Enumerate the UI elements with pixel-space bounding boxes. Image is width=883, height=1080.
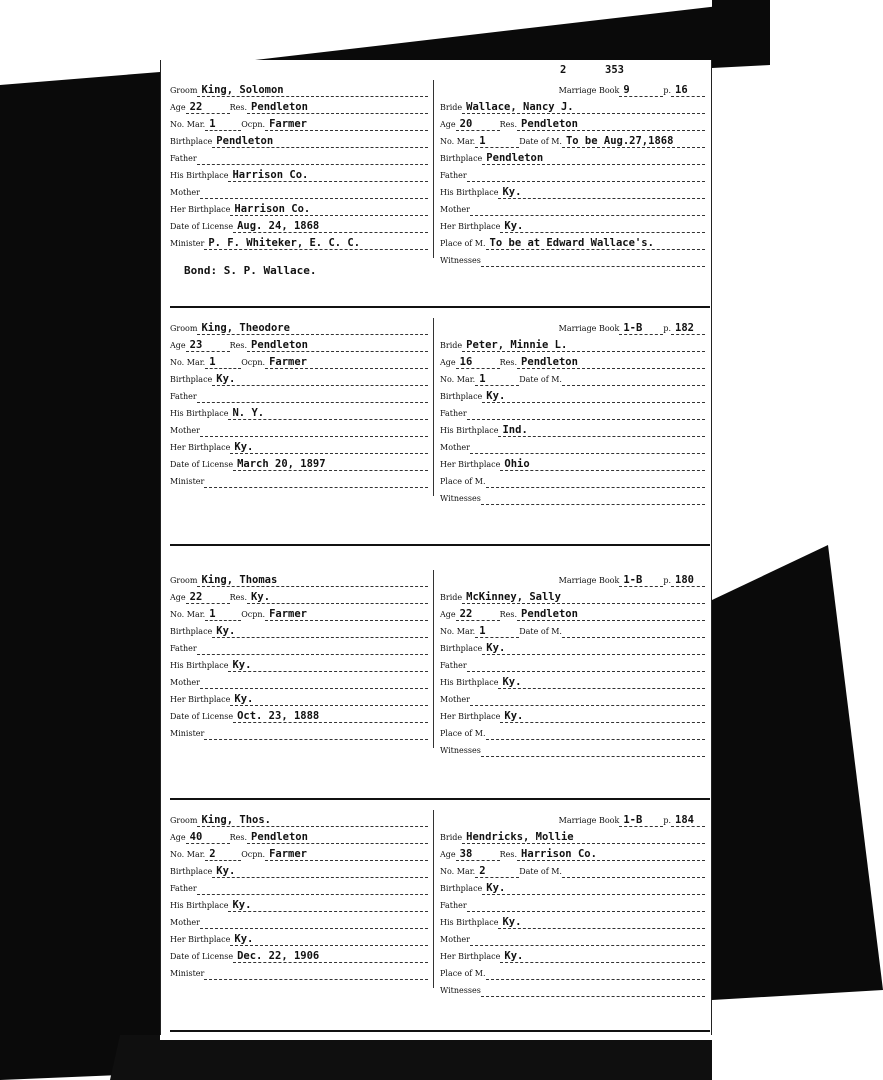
page-book-volume: 2 [560, 64, 567, 76]
father-row: Father [170, 878, 428, 895]
bride-mother-row: Mother [440, 929, 705, 946]
minister [204, 979, 428, 980]
bride-column [440, 318, 705, 505]
bride-age-res-row: Age 20 Res. Pendleton [440, 114, 705, 131]
witnesses-row: Witnesses [440, 980, 705, 997]
witnesses [481, 504, 705, 505]
bride-birthplace-row: Birthplace Ky. [440, 638, 705, 655]
bride-father-row: Father [440, 655, 705, 672]
bride-mother-row: Mother [440, 199, 705, 216]
her-birthplace-row: Her Birthplace Ky. [170, 929, 428, 946]
bride-his-birthplace-row: His Birthplace Ky. [440, 672, 705, 689]
marriage-book-row: Marriage Book 9 p. 16 [440, 80, 705, 97]
minister-row: Minister [170, 963, 428, 980]
bride-mother-row: Mother [440, 437, 705, 454]
mother-row: Mother [170, 912, 428, 929]
groom-occupation: Farmer [265, 848, 428, 861]
bride-birthplace: Ky. [482, 390, 705, 403]
bride-his-birthplace-row: His Birthplace Ky. [440, 182, 705, 199]
bride-birthplace: Ky. [482, 642, 705, 655]
her-birthplace-row: Her Birthplace Harrison Co. [170, 199, 428, 216]
place-of-m-row: Place of M. [440, 963, 705, 980]
page-left-border [160, 60, 161, 1035]
groom-birthplace: Ky. [212, 865, 428, 878]
mother-row: Mother [170, 420, 428, 437]
date-of-license: March 20, 1897 [233, 458, 428, 471]
age-res-row: Age 22 Res. Ky. [170, 587, 428, 604]
bride-birthplace-row: Birthplace Pendleton [440, 148, 705, 165]
bride-row: Bride McKinney, Sally [440, 587, 705, 604]
bride-birthplace-row: Birthplace Ky. [440, 386, 705, 403]
witnesses [481, 996, 705, 997]
bride-no-mar: 1 [475, 135, 519, 148]
groom-row: Groom King, Solomon [170, 80, 428, 97]
bride-age-res-row: Age 38 Res. Harrison Co. [440, 844, 705, 861]
his-birthplace-row: His Birthplace Harrison Co. [170, 165, 428, 182]
bride-father-row: Father [440, 895, 705, 912]
date-of-license: Aug. 24, 1868 [233, 220, 428, 233]
birthplace-row: Birthplace Ky. [170, 621, 428, 638]
minister: P. F. Whiteker, E. C. C. [204, 237, 428, 250]
bride-age: 22 [456, 608, 500, 621]
record-separator [170, 798, 710, 800]
groom-name: King, Thos. [197, 814, 428, 827]
groom-no-mar: 1 [205, 608, 241, 621]
bride-father-row: Father [440, 165, 705, 182]
record-divider [433, 570, 434, 748]
minister [204, 739, 428, 740]
groom-column [170, 318, 428, 488]
minister [204, 487, 428, 488]
bride-her-birthplace: Ky. [500, 950, 705, 963]
record-divider [433, 318, 434, 496]
place-of-m-row: Place of M. [440, 723, 705, 740]
bride-no-mar: 2 [475, 865, 519, 878]
record-separator [170, 306, 710, 308]
record-page [160, 60, 712, 1040]
her-birthplace-row: Her Birthplace Ky. [170, 437, 428, 454]
date-of-marriage: To be Aug.27,1868 [562, 135, 705, 148]
bride-age: 38 [456, 848, 500, 861]
bride-name: Hendricks, Mollie [462, 831, 705, 844]
bride-her-birthplace-row: Her Birthplace Ky. [440, 216, 705, 233]
bride-age-res-row: Age 16 Res. Pendleton [440, 352, 705, 369]
bride-residence: Pendleton [517, 608, 705, 621]
age-res-row: Age 22 Res. Pendleton [170, 97, 428, 114]
bride-residence: Pendleton [517, 356, 705, 369]
groom-row: Groom King, Thomas [170, 570, 428, 587]
bride-column [440, 80, 705, 267]
father-row: Father [170, 148, 428, 165]
bride-name: Peter, Minnie L. [462, 339, 705, 352]
groom-no-mar: 2 [205, 848, 241, 861]
mother-row: Mother [170, 182, 428, 199]
groom-name: King, Solomon [197, 84, 428, 97]
minister-row: Minister P. F. Whiteker, E. C. C. [170, 233, 428, 250]
bride-no-mar-row: No. Mar. 1 Date of M. To be Aug.27,1868 [440, 131, 705, 148]
groom-occupation: Farmer [265, 118, 428, 131]
mother-row: Mother [170, 672, 428, 689]
groom-residence: Pendleton [247, 101, 428, 114]
bride-column [440, 570, 705, 757]
marriage-book: 1-B [619, 574, 663, 587]
his-birthplace-row: His Birthplace Ky. [170, 895, 428, 912]
bride-age: 16 [456, 356, 500, 369]
bride-her-birthplace: Ohio [500, 458, 705, 471]
book-page: 16 [671, 84, 705, 97]
book-page: 182 [671, 322, 705, 335]
bride-no-mar: 1 [475, 373, 519, 386]
witnesses [481, 756, 705, 757]
bride-father-row: Father [440, 403, 705, 420]
bride-age-res-row: Age 22 Res. Pendleton [440, 604, 705, 621]
marriage-book: 1-B [619, 322, 663, 335]
minister-row: Minister [170, 723, 428, 740]
bride-residence: Harrison Co. [517, 848, 705, 861]
birthplace-row: Birthplace Ky. [170, 369, 428, 386]
groom-occupation: Farmer [265, 608, 428, 621]
groom-age: 22 [186, 591, 230, 604]
date-of-license: Oct. 23, 1888 [233, 710, 428, 723]
bride-no-mar-row: No. Mar. 1 Date of M. [440, 621, 705, 638]
groom-residence: Pendleton [247, 339, 428, 352]
minister-row: Minister [170, 471, 428, 488]
groom-occupation: Farmer [265, 356, 428, 369]
groom-row: Groom King, Theodore [170, 318, 428, 335]
groom-his-birthplace: N. Y. [228, 407, 428, 420]
witnesses-row: Witnesses [440, 488, 705, 505]
place-of-m-row: Place of M. [440, 471, 705, 488]
no-mar-row: No. Mar. 1 Ocpn. Farmer [170, 114, 428, 131]
groom-age: 22 [186, 101, 230, 114]
marriage-book-row: Marriage Book 1-B p. 184 [440, 810, 705, 827]
witnesses-row: Witnesses [440, 740, 705, 757]
date-of-license: Dec. 22, 1906 [233, 950, 428, 963]
groom-his-birthplace: Ky. [228, 659, 428, 672]
bride-his-birthplace-row: His Birthplace Ind. [440, 420, 705, 437]
groom-name: King, Theodore [197, 322, 428, 335]
groom-residence: Ky. [247, 591, 428, 604]
record-divider [433, 810, 434, 988]
bride-name: Wallace, Nancy J. [462, 101, 705, 114]
groom-no-mar: 1 [205, 356, 241, 369]
record-separator [170, 544, 710, 546]
his-birthplace-row: His Birthplace Ky. [170, 655, 428, 672]
bride-his-birthplace: Ky. [498, 186, 705, 199]
bride-his-birthplace: Ky. [498, 916, 705, 929]
bride-birthplace-row: Birthplace Ky. [440, 878, 705, 895]
bond-note: Bond: S. P. Wallace. [184, 264, 317, 277]
bride-her-birthplace-row: Her Birthplace Ky. [440, 946, 705, 963]
his-birthplace-row: His Birthplace N. Y. [170, 403, 428, 420]
groom-her-birthplace: Ky. [230, 441, 428, 454]
groom-column [170, 810, 428, 980]
groom-birthplace: Pendleton [212, 135, 428, 148]
date-license-row: Date of License Aug. 24, 1868 [170, 216, 428, 233]
bride-his-birthplace: Ky. [498, 676, 705, 689]
date-license-row: Date of License March 20, 1897 [170, 454, 428, 471]
bride-no-mar-row: No. Mar. 2 Date of M. [440, 861, 705, 878]
page-number: 353 [605, 64, 624, 76]
bride-residence: Pendleton [517, 118, 705, 131]
bride-no-mar-row: No. Mar. 1 Date of M. [440, 369, 705, 386]
groom-column [170, 570, 428, 740]
groom-birthplace: Ky. [212, 373, 428, 386]
book-page: 184 [671, 814, 705, 827]
marriage-book: 9 [619, 84, 663, 97]
bride-name: McKinney, Sally [462, 591, 705, 604]
father-row: Father [170, 386, 428, 403]
bride-row: Bride Peter, Minnie L. [440, 335, 705, 352]
father-row: Father [170, 638, 428, 655]
page-right-border [711, 60, 712, 1035]
book-page: 180 [671, 574, 705, 587]
witnesses [481, 266, 705, 267]
bride-mother-row: Mother [440, 689, 705, 706]
birthplace-row: Birthplace Ky. [170, 861, 428, 878]
bride-her-birthplace-row: Her Birthplace Ky. [440, 706, 705, 723]
groom-name: King, Thomas [197, 574, 428, 587]
groom-age: 40 [186, 831, 230, 844]
bride-no-mar: 1 [475, 625, 519, 638]
bride-column [440, 810, 705, 997]
groom-residence: Pendleton [247, 831, 428, 844]
groom-her-birthplace: Ky. [230, 693, 428, 706]
record-divider [433, 80, 434, 258]
page-bottom-rule [170, 1030, 710, 1032]
her-birthplace-row: Her Birthplace Ky. [170, 689, 428, 706]
bride-birthplace: Ky. [482, 882, 705, 895]
groom-row: Groom King, Thos. [170, 810, 428, 827]
date-license-row: Date of License Oct. 23, 1888 [170, 706, 428, 723]
groom-her-birthplace: Harrison Co. [230, 203, 428, 216]
date-license-row: Date of License Dec. 22, 1906 [170, 946, 428, 963]
groom-birthplace: Ky. [212, 625, 428, 638]
bride-birthplace: Pendleton [482, 152, 705, 165]
groom-column [170, 80, 428, 250]
witnesses-row: Witnesses [440, 250, 705, 267]
place-of-m-row: Place of M. To be at Edward Wallace's. [440, 233, 705, 250]
bride-her-birthplace: Ky. [500, 220, 705, 233]
place-of-marriage: To be at Edward Wallace's. [486, 237, 705, 250]
groom-no-mar: 1 [205, 118, 241, 131]
bride-his-birthplace-row: His Birthplace Ky. [440, 912, 705, 929]
bride-row: Bride Hendricks, Mollie [440, 827, 705, 844]
marriage-book-row: Marriage Book 1-B p. 180 [440, 570, 705, 587]
groom-her-birthplace: Ky. [230, 933, 428, 946]
groom-his-birthplace: Harrison Co. [228, 169, 428, 182]
groom-his-birthplace: Ky. [228, 899, 428, 912]
birthplace-row: Birthplace Pendleton [170, 131, 428, 148]
age-res-row: Age 40 Res. Pendleton [170, 827, 428, 844]
bride-his-birthplace: Ind. [498, 424, 705, 437]
marriage-book-row: Marriage Book 1-B p. 182 [440, 318, 705, 335]
no-mar-row: No. Mar. 2 Ocpn. Farmer [170, 844, 428, 861]
bride-her-birthplace-row: Her Birthplace Ohio [440, 454, 705, 471]
no-mar-row: No. Mar. 1 Ocpn. Farmer [170, 604, 428, 621]
bride-row: Bride Wallace, Nancy J. [440, 97, 705, 114]
groom-age: 23 [186, 339, 230, 352]
bride-her-birthplace: Ky. [500, 710, 705, 723]
marriage-book: 1-B [619, 814, 663, 827]
no-mar-row: No. Mar. 1 Ocpn. Farmer [170, 352, 428, 369]
age-res-row: Age 23 Res. Pendleton [170, 335, 428, 352]
bride-age: 20 [456, 118, 500, 131]
